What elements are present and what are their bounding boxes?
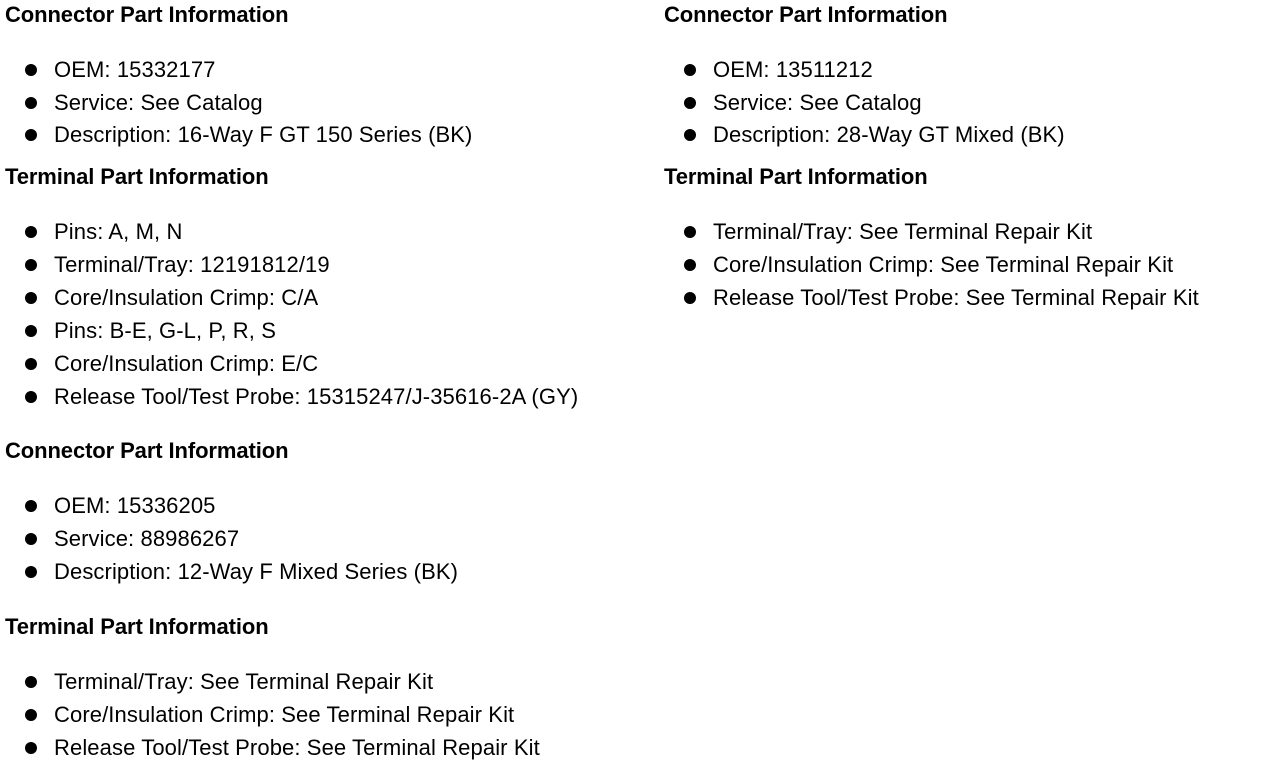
- list-item-text: Core/Insulation Crimp: C/A: [54, 285, 319, 310]
- terminal-part-information-heading: Terminal Part Information: [5, 164, 269, 189]
- list-item-text: OEM: 13511212: [713, 57, 873, 82]
- bullet-icon: [25, 292, 37, 304]
- list-item-text: Service: See Catalog: [54, 90, 263, 115]
- list-item-text: Terminal/Tray: See Terminal Repair Kit: [54, 669, 434, 694]
- bullet-icon: [25, 709, 37, 721]
- bullet-icon: [25, 325, 37, 337]
- bullet-icon: [25, 742, 37, 754]
- bullet-icon: [684, 226, 696, 238]
- connector-part-information-heading: Connector Part Information: [5, 438, 289, 463]
- list-item-text: Terminal/Tray: 12191812/19: [54, 252, 330, 277]
- bullet-icon: [684, 97, 696, 109]
- bullet-icon: [684, 292, 696, 304]
- bullet-icon: [25, 676, 37, 688]
- list-item-text: OEM: 15332177: [54, 57, 216, 82]
- bullet-icon: [25, 533, 37, 545]
- bullet-icon: [25, 500, 37, 512]
- bullet-icon: [25, 129, 37, 141]
- list-item-text: Pins: B-E, G-L, P, R, S: [54, 318, 276, 343]
- connector-part-information-heading: Connector Part Information: [5, 2, 289, 27]
- bullet-icon: [25, 358, 37, 370]
- list-item-text: Description: 12-Way F Mixed Series (BK): [54, 559, 459, 584]
- bullet-icon: [684, 259, 696, 271]
- list-item-text: Terminal/Tray: See Terminal Repair Kit: [713, 219, 1093, 244]
- list-item-text: Pins: A, M, N: [54, 219, 183, 244]
- bullet-icon: [25, 391, 37, 403]
- list-item-text: Description: 16-Way F GT 150 Series (BK): [54, 122, 473, 147]
- bullet-icon: [684, 64, 696, 76]
- list-item-text: OEM: 15336205: [54, 493, 216, 518]
- bullet-icon: [25, 64, 37, 76]
- terminal-part-information-heading: Terminal Part Information: [5, 614, 269, 639]
- bullet-icon: [25, 97, 37, 109]
- bullet-icon: [25, 226, 37, 238]
- list-item-text: Core/Insulation Crimp: See Terminal Repair Kit: [54, 702, 515, 727]
- list-item-text: Release Tool/Test Probe: 15315247/J-35616-2A (GY): [54, 384, 579, 409]
- list-item-text: Description: 28-Way GT Mixed (BK): [713, 122, 1065, 147]
- connector-part-information-heading: Connector Part Information: [664, 2, 948, 27]
- list-item-text: Core/Insulation Crimp: E/C: [54, 351, 319, 376]
- list-item-text: Release Tool/Test Probe: See Terminal Repair Kit: [54, 735, 540, 760]
- list-item-text: Service: See Catalog: [713, 90, 922, 115]
- bullet-icon: [684, 129, 696, 141]
- list-item-text: Core/Insulation Crimp: See Terminal Repair Kit: [713, 252, 1174, 277]
- terminal-part-information-heading: Terminal Part Information: [664, 164, 928, 189]
- bullet-icon: [25, 566, 37, 578]
- list-item-text: Service: 88986267: [54, 526, 240, 551]
- list-item-text: Release Tool/Test Probe: See Terminal Repair Kit: [713, 285, 1199, 310]
- bullet-icon: [25, 259, 37, 271]
